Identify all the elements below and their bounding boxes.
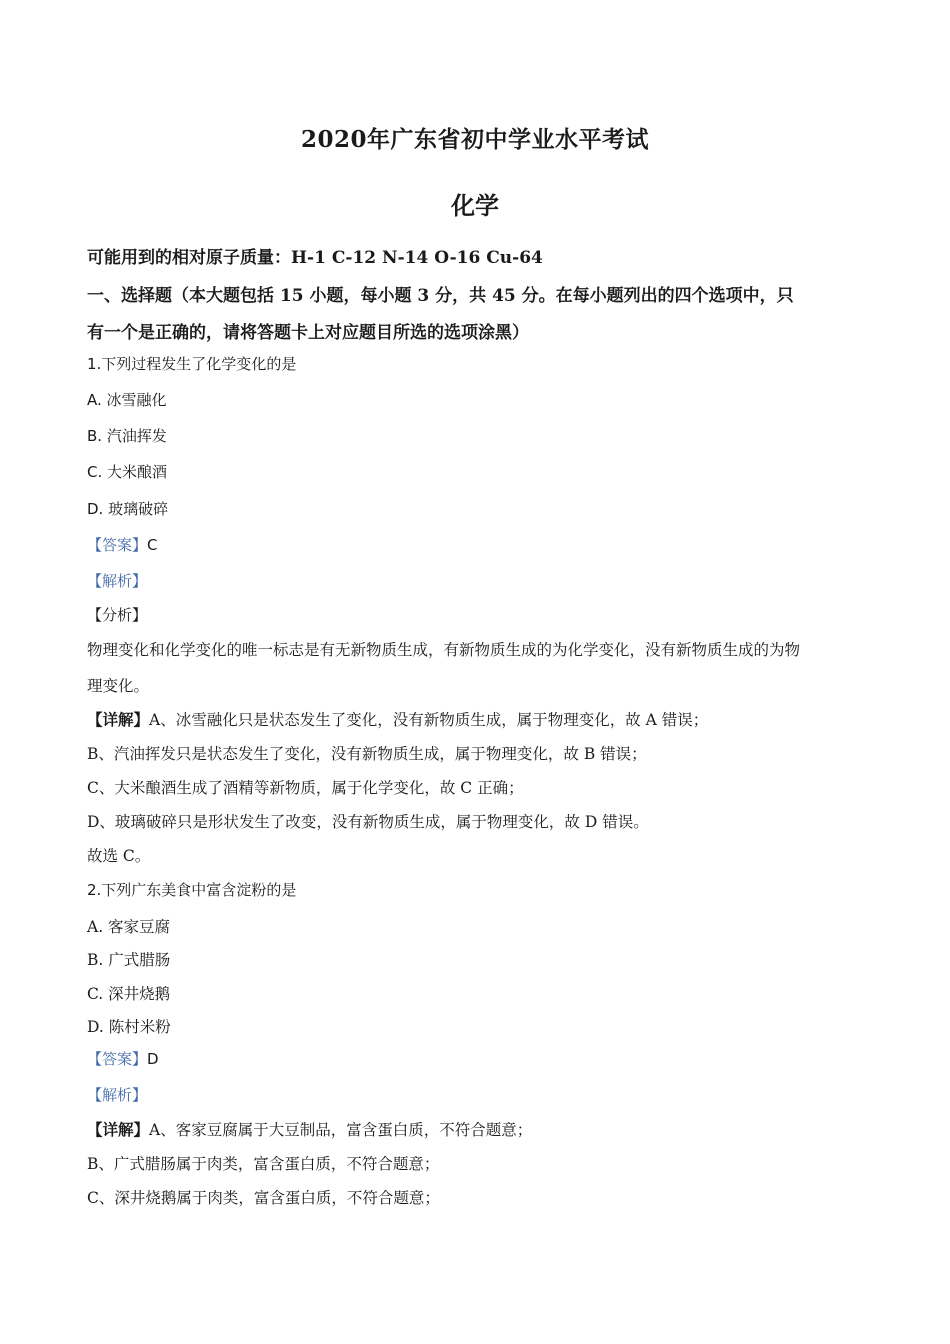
q1-analysis-tag: 【解析】	[87, 572, 148, 590]
q2-detail-line-a	[87, 1118, 532, 1140]
q1-option-a: A. 冰雪融化	[87, 391, 167, 409]
q2-option-b: B. 广式腊肠	[87, 951, 171, 969]
exam-title: 2020年广东省初中学业水平考试	[300, 126, 649, 153]
q1-conclusion: 故选 C。	[87, 847, 151, 865]
q1-stem: 1.下列过程发生了化学变化的是	[87, 355, 297, 373]
q1-detail-line-c: C、大米酿酒生成了酒精等新物质，属于化学变化，故 C 正确；	[87, 779, 524, 797]
q2-option-c: C. 深井烧鹅	[87, 985, 171, 1003]
q1-answer	[87, 534, 158, 555]
q1-detail-line-d: D、玻璃破碎只是形状发生了改变，没有新物质生成，属于物理变化，故 D 错误。	[87, 813, 649, 831]
q2-answer-tag: 【答案】	[87, 1050, 148, 1068]
q2-answer-value: D	[147, 1050, 159, 1068]
q2-option-d: D. 陈村米粉	[87, 1018, 171, 1036]
q2-detail-line-c: C、深井烧鹅属于肉类，富含蛋白质，不符合题意；	[87, 1189, 440, 1207]
subject-title: 化学	[451, 191, 499, 220]
q1-option-d: D. 玻璃破碎	[87, 500, 169, 518]
q1-fenxi-line-1: 物理变化和化学变化的唯一标志是有无新物质生成，有新物质生成的为化学变化，没有新物质生成的为物	[87, 641, 801, 659]
q2-detail-tag: 【详解】	[87, 1120, 150, 1139]
section-heading-line-1: 一、选择题（本大题包括 15 小题，每小题 3 分，共 45 分。在每小题列出的四个选项中，只	[87, 286, 794, 306]
q1-answer-tag: 【答案】	[87, 536, 148, 554]
q1-detail-line-a	[87, 708, 708, 730]
q2-option-a: A. 客家豆腐	[87, 918, 171, 936]
q1-fenxi-tag: 【分析】	[87, 606, 148, 624]
q2-answer	[87, 1048, 159, 1069]
q1-option-b: B. 汽油挥发	[87, 427, 167, 445]
q1-detail-text-a: A、冰雪融化只是状态发生了变化，没有新物质生成，属于物理变化，故 A 错误；	[149, 711, 709, 729]
atomic-mass-line: 可能用到的相对原子质量：H-1 C-12 N-14 O-16 Cu-64	[87, 248, 543, 268]
q2-stem: 2.下列广东美食中富含淀粉的是	[87, 881, 297, 899]
q2-detail-text-a: A、客家豆腐属于大豆制品，富含蛋白质，不符合题意；	[149, 1121, 533, 1139]
q1-fenxi-line-2: 理变化。	[87, 677, 150, 695]
q1-option-c: C. 大米酿酒	[87, 463, 168, 481]
q2-analysis-tag: 【解析】	[87, 1086, 148, 1104]
q2-detail-line-b: B、广式腊肠属于肉类，富含蛋白质，不符合题意；	[87, 1155, 440, 1173]
section-heading-line-2: 有一个是正确的，请将答题卡上对应题目所选的选项涂黑）	[87, 323, 529, 343]
q1-answer-value: C	[147, 536, 158, 554]
q1-detail-line-b: B、汽油挥发只是状态发生了变化，没有新物质生成，属于物理变化，故 B 错误；	[87, 745, 647, 763]
q1-detail-tag: 【详解】	[87, 710, 150, 729]
